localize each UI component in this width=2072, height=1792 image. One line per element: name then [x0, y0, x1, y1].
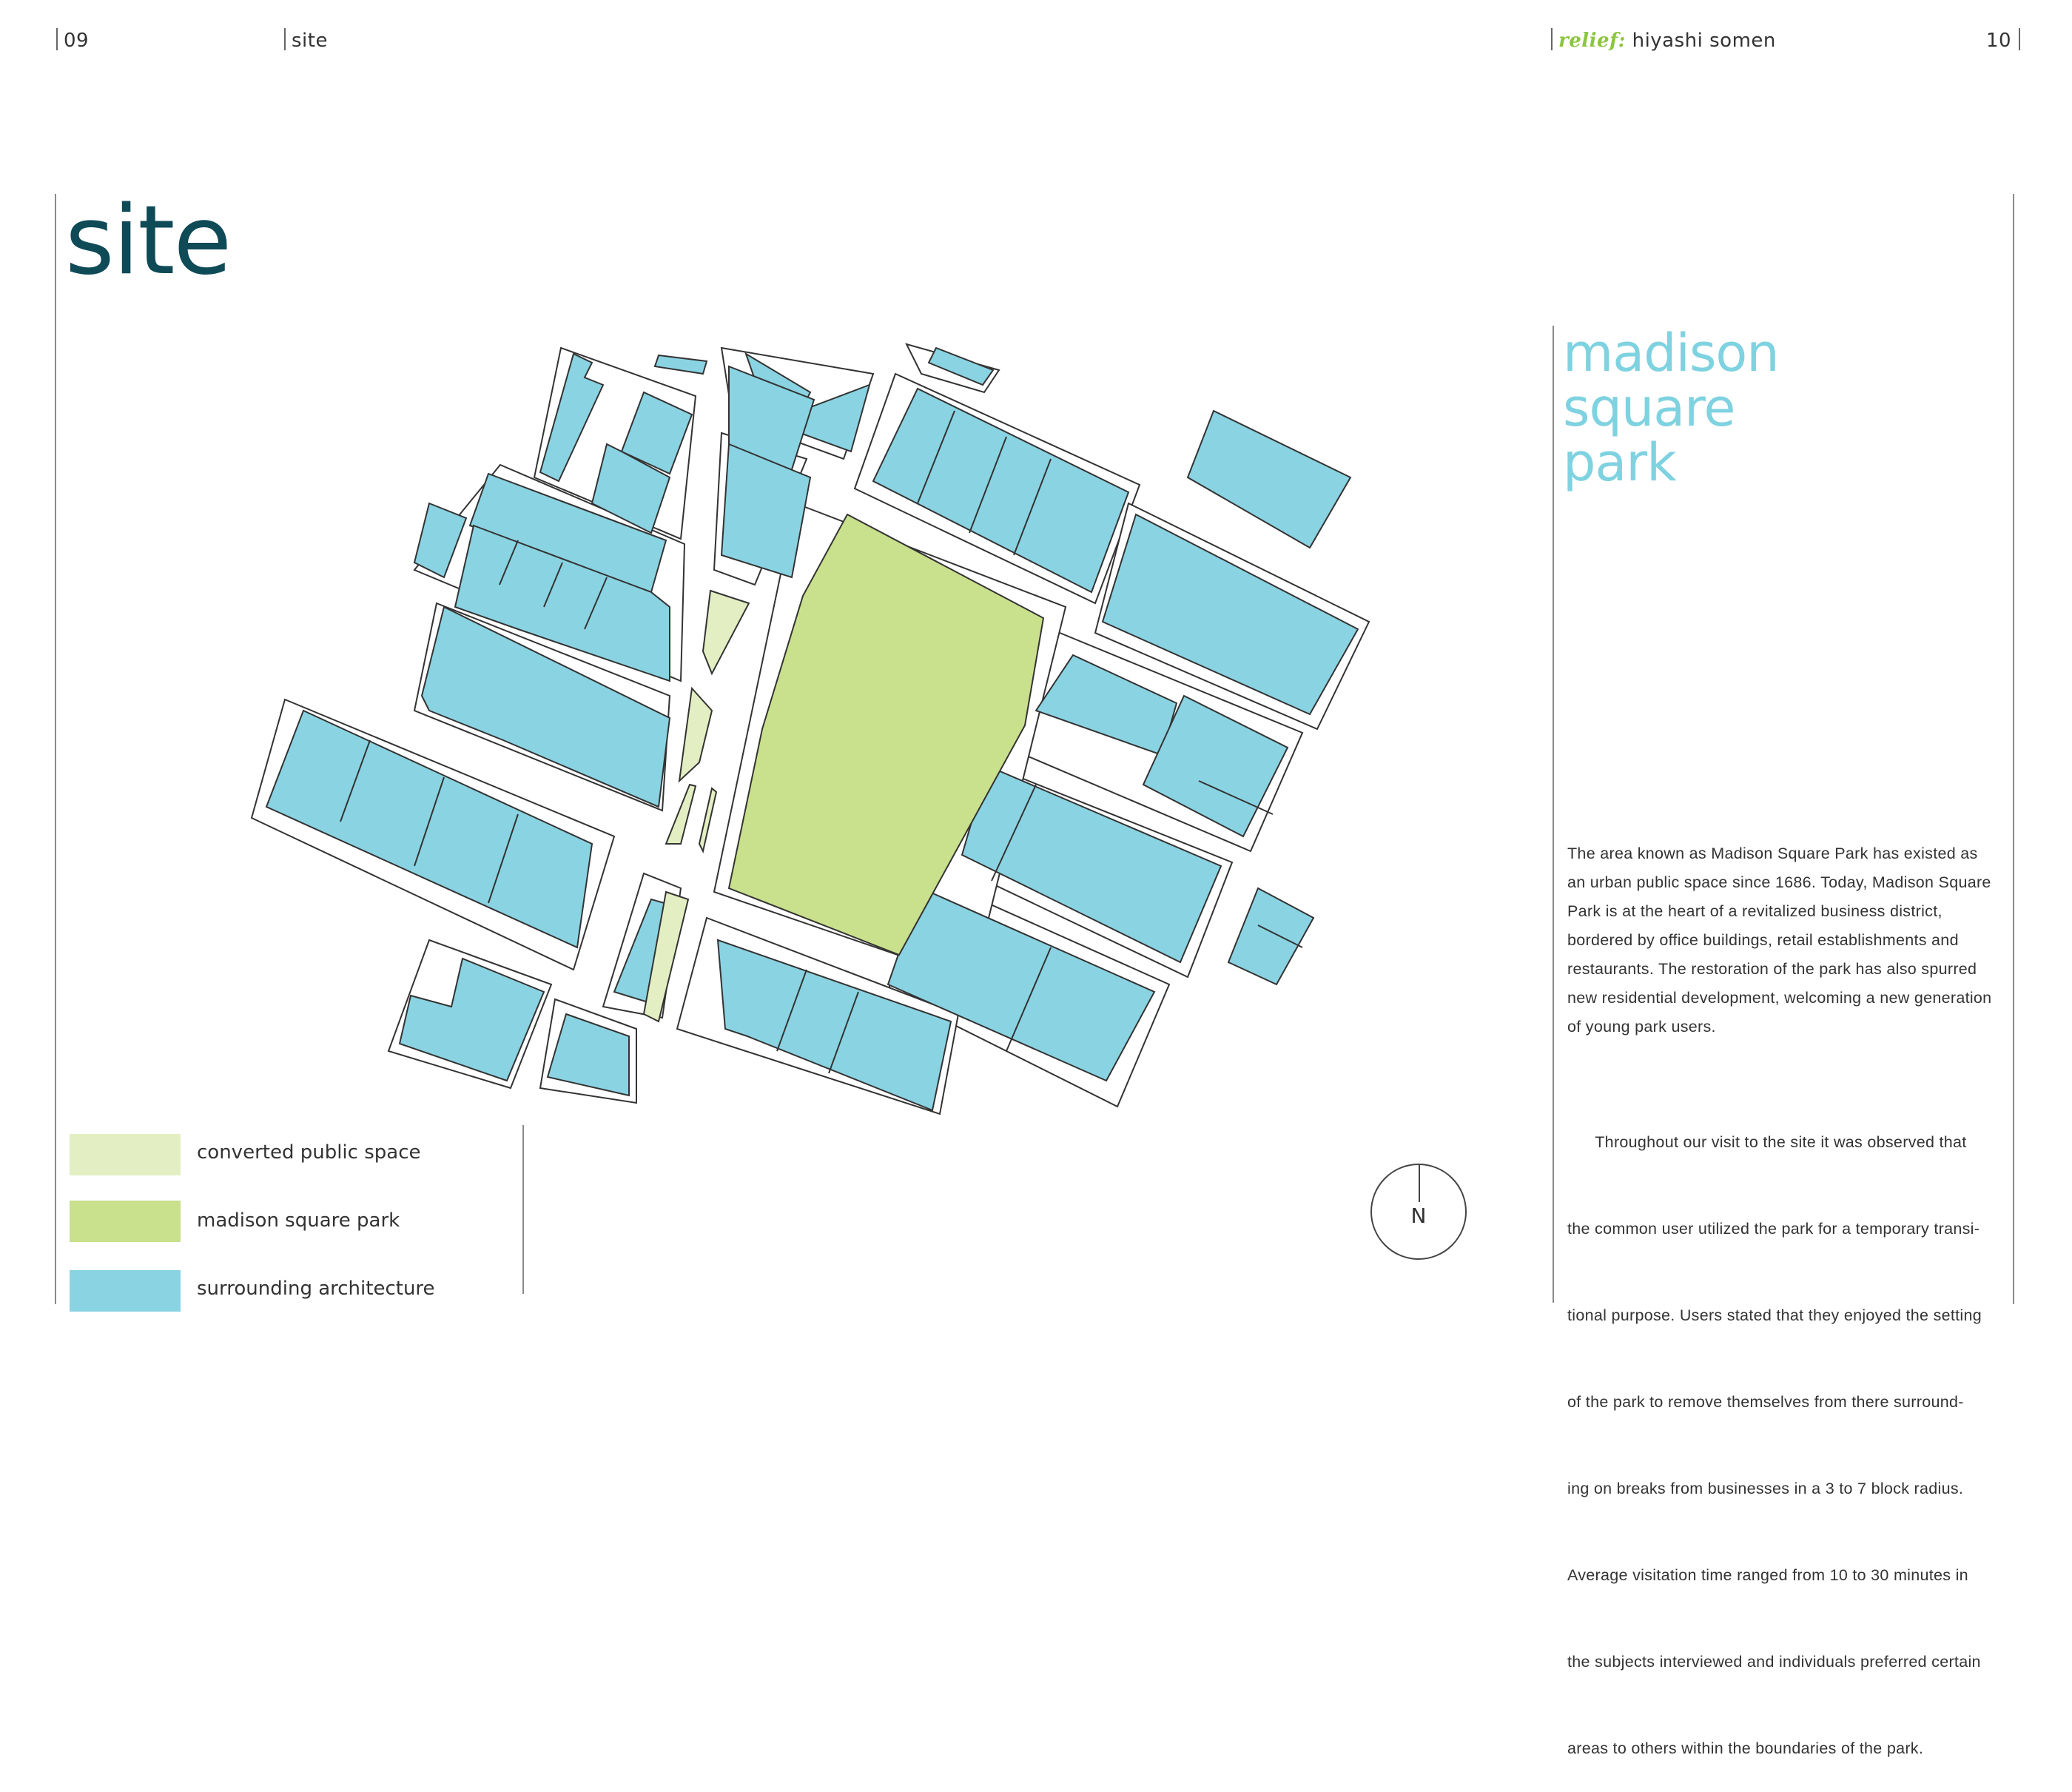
text-line: the subjects interviewed and individuals preferred certain: [1567, 1653, 1981, 1671]
converted-plaza: [666, 785, 696, 844]
text-line: areas to others within the boundaries of the park.: [1567, 1739, 1924, 1757]
section-title-line: square: [1563, 377, 1735, 438]
text-line: Throughout our visit to the site it was observed that: [1567, 1133, 1967, 1151]
legend-label-park: madison square park: [197, 1209, 400, 1232]
left-page-number: 09: [56, 28, 89, 52]
text-line: Average visitation time ranged from 10 to 30 minutes in: [1567, 1566, 1968, 1584]
right-page-number: 10: [1986, 28, 2020, 52]
converted-plaza: [703, 591, 749, 674]
converted-plaza: [699, 788, 716, 851]
compass-label: N: [1410, 1204, 1427, 1228]
legend-swatch-converted: [70, 1134, 181, 1175]
text-line: The area known as Madison Square Park has existed as: [1567, 845, 1978, 862]
text-line: the common user utilized the park for a temporary transi-: [1567, 1220, 1980, 1238]
text-line: an urban public space since 1686. Today, Madison Square: [1567, 873, 1991, 891]
building: [655, 355, 707, 374]
text-line: bordered by office buildings, retail establishments and: [1567, 931, 1959, 949]
brand-name: relief:: [1558, 30, 1626, 52]
text-line: tional purpose. Users stated that they enjoyed the setting: [1567, 1306, 1982, 1324]
legend-swatch-park: [70, 1201, 181, 1242]
north-compass-icon: [1370, 1164, 1467, 1260]
legend-label-converted: converted public space: [197, 1141, 421, 1164]
text-line: new residential development, welcoming a new generation: [1567, 989, 1992, 1007]
page-title: site: [65, 186, 231, 296]
text-line: ing on breaks from businesses in a 3 to 7 block radius.: [1567, 1480, 1964, 1497]
legend-swatch-architecture: [70, 1270, 181, 1312]
text-line: restaurants. The restoration of the park has also spurred: [1567, 960, 1977, 978]
left-section-label: site: [284, 28, 328, 52]
converted-plaza: [679, 688, 712, 781]
legend-label-architecture: surrounding architecture: [197, 1278, 435, 1300]
text-line: Park is at the heart of a revitalized business district,: [1567, 902, 1942, 920]
compass-needle: [1419, 1165, 1420, 1202]
building: [1188, 411, 1350, 548]
header-subtitle: hiyashi somen: [1632, 30, 1776, 52]
text-line: of young park users.: [1567, 1018, 1716, 1036]
section-title-line: park: [1563, 432, 1676, 493]
building: [1228, 888, 1314, 984]
text-line: of the park to remove themselves from there surround-: [1567, 1393, 1964, 1411]
section-title-line: madison: [1563, 323, 1779, 383]
